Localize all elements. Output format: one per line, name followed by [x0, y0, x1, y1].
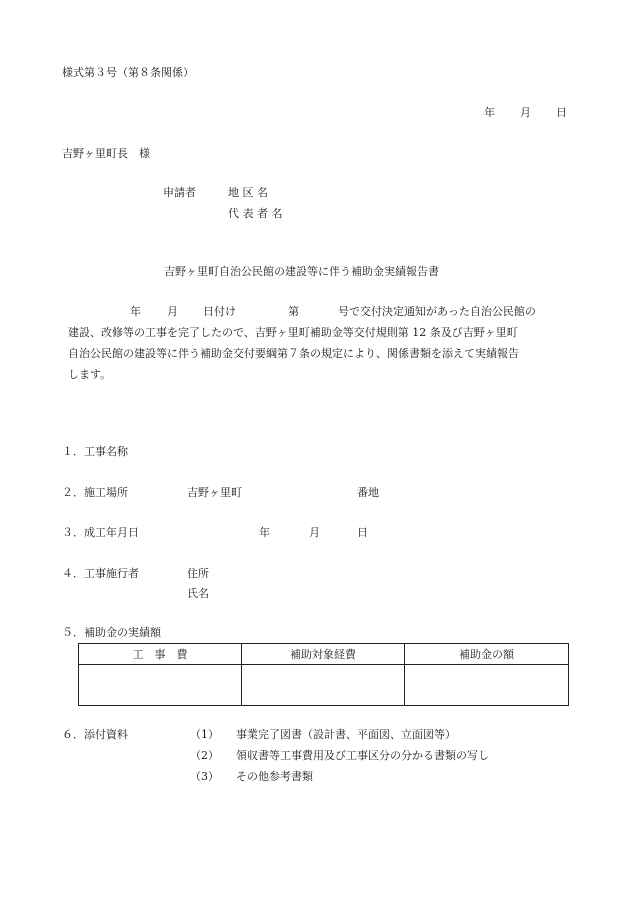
date-year-label: 年 [484, 106, 495, 119]
attachment-2-number: （2） [190, 749, 219, 762]
column-header-eligible-expenses: 補助対象経費 [242, 644, 405, 665]
column-header-subsidy-amount: 補助金の額 [405, 644, 569, 665]
date-day-label: 日 [556, 106, 567, 119]
item5-label: ５．補助金の実績額 [62, 626, 161, 639]
document-title: 吉野ヶ里町自治公民館の建設等に伴う補助金実績報告書 [164, 265, 439, 278]
attachment-3-number: （3） [190, 770, 219, 783]
item2-banchi: 番地 [357, 486, 379, 499]
item3-month: 月 [309, 526, 320, 539]
body-number-prefix: 第 [288, 305, 299, 318]
item4-address-label: 住所 [187, 567, 209, 580]
body-month-label: 月 [167, 305, 178, 318]
representative-name-label: 代 表 者 名 [228, 207, 283, 220]
attachment-1-number: （1） [190, 728, 219, 741]
applicant-label: 申請者 [163, 186, 196, 199]
body-line-4: します。 [68, 368, 112, 381]
item2-town: 吉野ヶ里町 [187, 486, 242, 499]
addressee: 吉野ヶ里町長 様 [62, 147, 150, 160]
body-year-label: 年 [130, 305, 141, 318]
item3-label: ３．成工年月日 [62, 526, 139, 539]
item4-name-label: 氏名 [187, 587, 209, 600]
item3-year: 年 [259, 526, 270, 539]
table-header-row [79, 644, 569, 665]
eligible-expenses-cell [242, 665, 405, 706]
body-line-3: 自治公民館の建設等に伴う補助金交付要綱第７条の規定により、関係書類を添えて実績報告 [68, 347, 519, 360]
form-number: 様式第３号（第８条関係） [62, 66, 194, 79]
item3-day: 日 [357, 526, 368, 539]
item2-label: ２．施工場所 [62, 486, 128, 499]
subsidy-amount-cell [405, 665, 569, 706]
date-month-label: 月 [520, 106, 531, 119]
column-header-construction-cost: 工 事 費 [79, 644, 242, 665]
item6-label: ６．添付資料 [62, 728, 128, 741]
attachment-1-text: 事業完了図書（設計書、平面図、立面図等） [236, 728, 456, 741]
body-dated-label: 日付け [203, 305, 236, 318]
body-line-2: 建設、改修等の工事を完了したので、吉野ヶ里町補助金等交付規則第 12 条及び吉野ヶ里町 [68, 326, 518, 339]
item1-label: １．工事名称 [62, 445, 128, 458]
district-name-label: 地 区 名 [228, 186, 268, 199]
construction-cost-cell [79, 665, 242, 706]
attachment-2-text: 領収書等工事費用及び工事区分の分かる書類の写し [236, 749, 489, 762]
subsidy-amount-table [78, 643, 569, 706]
body-line1-rest: 号で交付決定通知があった自治公民館の [338, 305, 536, 318]
item4-label: ４．工事施行者 [62, 567, 139, 580]
attachment-3-text: その他参考書類 [236, 770, 313, 783]
table-row [79, 665, 569, 706]
